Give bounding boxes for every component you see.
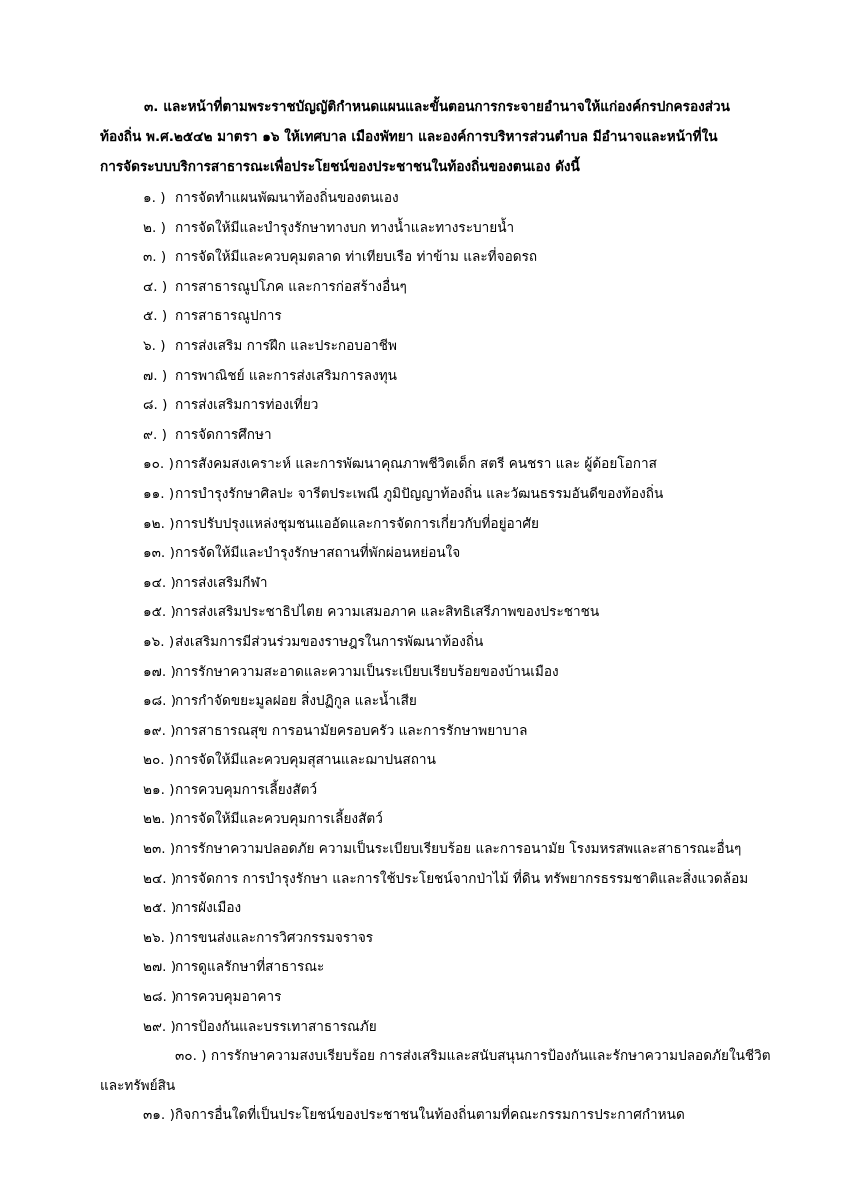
item-number: ๑๓. ) xyxy=(143,545,175,562)
item-number: ๒๕. ) xyxy=(143,900,177,917)
item-text: การควบคุมอาคาร xyxy=(175,989,282,1006)
item-number: ๕. ) xyxy=(143,308,168,325)
item-number: ๓๑. ) xyxy=(143,1107,175,1124)
item-text: การรักษาความสะอาดและความเป็นระเบียบเรียบร้อยของบ้านเมือง xyxy=(175,663,559,680)
item-number: ๑๗. ) xyxy=(143,663,176,680)
item-text: การส่งเสริม การฝึก และประกอบอาชีพ xyxy=(175,337,397,354)
item-number: ๑๖. ) xyxy=(143,633,175,650)
item-number: ๑๒. ) xyxy=(143,515,175,532)
list-item xyxy=(0,1042,849,1101)
list-item xyxy=(0,894,849,924)
item-text: การจัดให้มีและบำรุงรักษาสถานที่พักผ่อนหย่อนใจ xyxy=(175,545,461,562)
list-item xyxy=(0,746,849,776)
item-number: ๒๑. ) xyxy=(143,781,175,798)
list-item xyxy=(0,214,849,244)
list-item xyxy=(0,450,849,480)
intro-paragraph xyxy=(100,92,800,182)
item-number: ๑๑. ) xyxy=(143,485,175,502)
list-item xyxy=(0,391,849,421)
item-text: การส่งเสริมประชาธิปไตย ความเสมอภาค และสิทธิเสรีภาพของประชาชน xyxy=(175,604,600,621)
item-text: การส่งเสริมการท่องเที่ยว xyxy=(175,397,319,414)
list-item xyxy=(0,687,849,717)
item-text: ส่งเสริมการมีส่วนร่วมของราษฎรในการพัฒนาท้องถิ่น xyxy=(175,633,484,650)
item-text: การส่งเสริมกีฬา xyxy=(175,574,268,591)
list-item xyxy=(0,865,849,895)
list-item xyxy=(0,569,849,599)
item-text-continuation: และทรัพย์สิน xyxy=(100,1077,176,1094)
item-text: การจัดให้มีและควบคุมตลาด ท่าเทียบเรือ ท่าข้าม และที่จอดรถ xyxy=(175,249,538,266)
item-number: ๑. ) xyxy=(143,190,166,206)
item-text: การขนส่งและการวิศวกรรมจราจร xyxy=(175,929,374,946)
list-item xyxy=(0,273,849,303)
item-text: การสาธารณสุข การอนามัยครอบครัว และการรักษาพยาบาล xyxy=(175,722,528,739)
intro-line-2: ท้องถิ่น พ.ศ.๒๕๔๒ มาตรา ๑๖ ให้เทศบาล เมืองพัทยา และองค์การบริหารส่วนตำบล มีอำนาจและหน้าที่ใน xyxy=(100,129,718,145)
item-number: ๓. ) xyxy=(143,249,167,266)
list-item xyxy=(0,953,849,983)
list-item xyxy=(0,983,849,1013)
item-text: กิจการอื่นใดที่เป็นประโยชน์ของประชาชนในท้องถิ่นตามที่คณะกรรมการประกาศกำหนด xyxy=(175,1107,685,1124)
list-item xyxy=(0,776,849,806)
list-item xyxy=(0,598,849,628)
item-text: การจัดการศึกษา xyxy=(175,426,272,443)
item-text: การควบคุมการเลี้ยงสัตว์ xyxy=(175,781,318,798)
item-number: ๑๔. ) xyxy=(143,574,176,591)
item-number: ๑๙. ) xyxy=(143,722,176,739)
item-number: ๗. ) xyxy=(143,367,168,384)
list-item xyxy=(0,480,849,510)
item-text: การพาณิชย์ และการส่งเสริมการลงทุน xyxy=(175,367,397,384)
item-number: ๑๐. ) xyxy=(143,456,174,473)
item-number: ๑๕. ) xyxy=(143,604,176,621)
item-text-line-1 xyxy=(143,1042,803,1072)
list-item xyxy=(0,805,849,835)
list-item xyxy=(0,1101,849,1131)
item-text: การจัดให้มีและควบคุมสุสานและฌาปนสถาน xyxy=(175,752,436,769)
list-item xyxy=(0,628,849,658)
item-text: การสาธารณูปการ xyxy=(175,308,282,325)
duties-list xyxy=(0,184,849,1131)
item-text: การรักษาความปลอดภัย ความเป็นระเบียบเรียบร้อย และการอนามัย โรงมหรสพและสาธารณะอื่นๆ xyxy=(175,841,742,858)
list-item xyxy=(0,539,849,569)
item-text: การสาธารณูปโภค และการก่อสร้างอื่นๆ xyxy=(175,278,407,295)
item-number: ๒๐. ) xyxy=(143,752,175,769)
item-text: การจัดการ การบำรุงรักษา และการใช้ประโยชน์จากป่าไม้ ที่ดิน ทรัพยากรธรรมชาติและสิ่งแวดล้อม xyxy=(175,870,749,887)
item-number: ๒. ) xyxy=(143,219,166,236)
item-number: ๙. ) xyxy=(143,426,167,443)
item-text: การสังคมสงเคราะห์ และการพัฒนาคุณภาพชีวิตเด็ก สตรี คนชรา และ ผู้ด้อยโอกาส xyxy=(175,456,657,473)
item-number: ๒๓. ) xyxy=(143,841,176,858)
item-number: ๒๙. ) xyxy=(143,1018,176,1035)
item-number: ๔. ) xyxy=(143,278,168,295)
item-text: การป้องกันและบรรเทาสาธารณภัย xyxy=(175,1018,377,1035)
list-item xyxy=(0,421,849,451)
item-number: ๒๗. ) xyxy=(143,959,177,976)
item-text: การปรับปรุงแหล่งชุมชนแออัดและการจัดการเกี่ยวกับที่อยู่อาศัย xyxy=(175,515,539,532)
item-text: การรักษาความสงบเรียบร้อย การส่งเสริมและสนับสนุนการป้องกันและรักษาความปลอดภัยในชีวิต xyxy=(210,1048,771,1065)
list-item xyxy=(0,924,849,954)
item-text: การจัดทำแผนพัฒนาท้องถิ่นของตนเอง xyxy=(175,190,399,206)
item-text: การบำรุงรักษาศิลปะ จารีตประเพณี ภูมิปัญญาท้องถิ่น และวัฒนธรรมอันดีของท้องถิ่น xyxy=(175,485,664,502)
list-item xyxy=(0,717,849,747)
list-item xyxy=(0,1013,849,1043)
item-number: ๒๔. ) xyxy=(143,870,177,887)
item-text: การกำจัดขยะมูลฝอย สิ่งปฏิกูล และน้ำเสีย xyxy=(175,693,417,710)
list-item xyxy=(0,835,849,865)
item-number: ๒๖. ) xyxy=(143,929,175,946)
list-item xyxy=(0,658,849,688)
item-number: ๖. ) xyxy=(143,337,166,354)
list-item xyxy=(0,362,849,392)
intro-line-1: ๓. และหน้าที่ตามพระราชบัญญัติกำหนดแผนและขั้นตอนการกระจายอำนาจให้แก่องค์กรปกครองส่วน xyxy=(144,99,730,115)
list-item xyxy=(0,510,849,540)
item-text: การจัดให้มีและควบคุมการเลี้ยงสัตว์ xyxy=(175,811,383,828)
intro-line-3: การจัดระบบบริการสาธารณะเพื่อประโยชน์ของประชาชนในท้องถิ่นของตนเอง ดังนี้ xyxy=(100,159,580,175)
item-number: ๒๒. ) xyxy=(143,811,175,828)
item-text: การจัดให้มีและบำรุงรักษาทางบก ทางน้ำและทางระบายน้ำ xyxy=(175,219,515,236)
list-item xyxy=(0,302,849,332)
list-item xyxy=(0,332,849,362)
item-number: ๘. ) xyxy=(143,397,168,414)
item-number: ๓๐. ) xyxy=(175,1048,207,1065)
item-text: การผังเมือง xyxy=(175,900,242,917)
item-text-block xyxy=(100,1042,803,1101)
list-item xyxy=(0,184,849,214)
list-item xyxy=(0,243,849,273)
item-number: ๒๘. ) xyxy=(143,989,177,1006)
item-number: ๑๘. ) xyxy=(143,693,177,710)
item-text: การดูแลรักษาที่สาธารณะ xyxy=(175,959,325,976)
